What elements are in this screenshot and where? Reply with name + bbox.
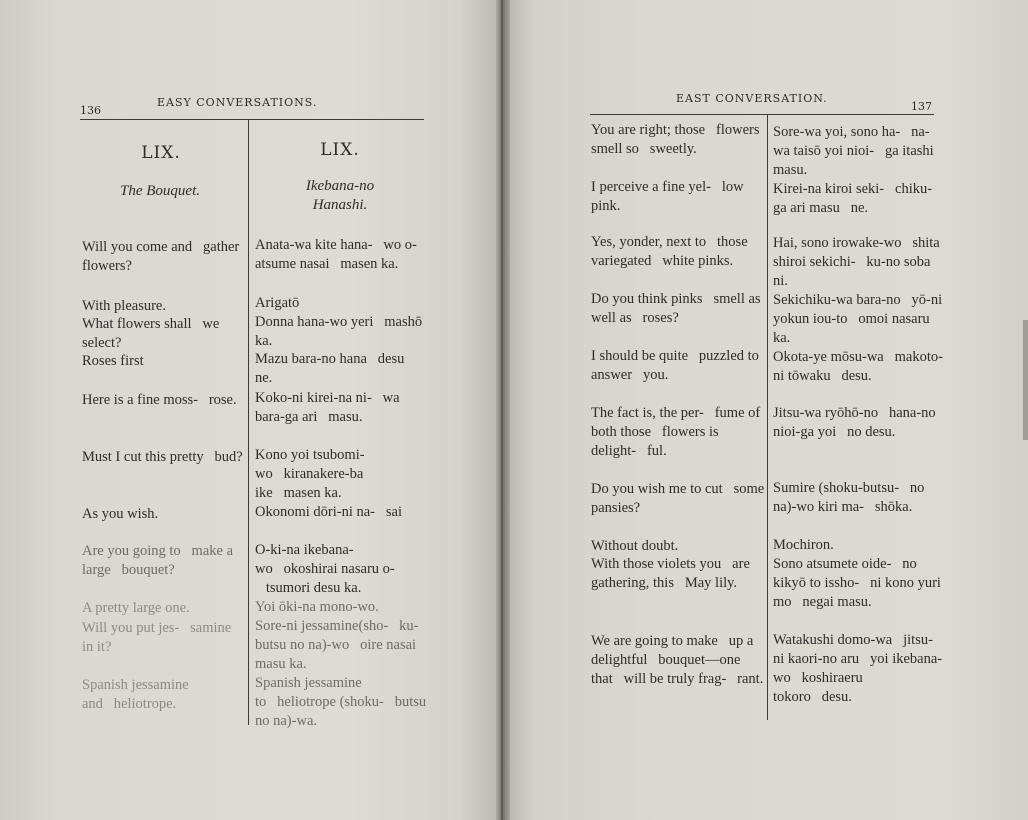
lesson-title-jp-line1: Ikebana-no [305,178,375,194]
phrase-en: As you wish. [82,506,159,522]
right-page [503,0,1028,820]
phrase-en: With those violets you are gathering, this May lily. [591,556,750,591]
left-page [0,0,501,820]
phrase-jp: Jitsu-wa ryōhō-no hana-no nioi-ga yoi no desu. [773,405,936,440]
phrase-en: Roses first [82,353,144,369]
phrase-jp: Kono yoi tsubomi-wo kiranakere-ba ike masen ka. [255,447,365,501]
book-gutter [496,0,510,820]
phrase-jp: Sore-ni jessamine(sho- ku-butsu no na)-wo oire nasai masu ka. [255,618,419,672]
phrase-jp: Sono atsumete oide- no kikyō to issho- ni kono yuri mo negai masu. [773,556,941,610]
phrase-jp: Mazu bara-no hana desu ne. [255,351,405,386]
column-divider-left [248,119,249,725]
phrase-jp: Mochiron. [773,537,834,553]
phrase-en: Will you come and gather flowers? [82,239,240,274]
phrase-jp: Hai, sono irowake-wo shita shiroi sekichi- ku-no soba ni. [773,235,940,289]
page-number-right: 137 [911,100,932,113]
phrase-en: Will you put jes- samine in it? [82,620,232,655]
phrase-jp: Donna hana-wo yeri mashō ka. [255,314,423,349]
running-head-left: EASY CONVERSATIONS. [157,96,318,109]
phrase-en: Yes, yonder, next to those variegated white pinks. [591,234,748,269]
phrase-en: The fact is, the per- fume of both those flowers is delight- ful. [591,405,761,459]
column-divider-right [767,114,768,720]
page-edge-shadow [1023,320,1028,440]
phrase-en: Spanish jessamine and heliotrope. [82,677,189,712]
phrase-en: I perceive a fine yel- low pink. [591,179,744,214]
phrase-jp: Watakushi domo-wa jitsu-ni kaori-no aru yoi ikebana-wo koshiraeru tokoro desu. [773,632,943,705]
phrase-jp: Koko-ni kirei-na ni- wa bara-ga ari masu. [255,390,400,425]
header-rule-left [80,119,424,120]
phrase-en: We are going to make up a delightful bouquet—one that will be truly frag- rant. [591,633,764,687]
lesson-heading-en: LIX. [141,143,181,163]
phrase-en: Are you going to make a large bouquet? [82,543,234,578]
phrase-en: What flowers shall we select? [82,316,220,351]
lesson-title-jp-line2: Hanashi. [312,197,368,213]
phrase-jp: Sore-wa yoi, sono ha- na-wa taisō yoi nioi- ga itashi masu. [773,124,934,178]
running-head-right: EAST CONVERSATION. [676,92,828,105]
phrase-jp: Kirei-na kiroi seki- chiku-ga ari masu ne. [773,181,933,216]
phrase-jp: Arigatō [255,295,300,311]
phrase-jp: Sekichiku-wa bara-no yō-ni yokun iou-to omoi nasaru ka. [773,292,943,346]
phrase-en: Without doubt. [591,538,679,554]
phrase-jp: Sumire (shoku-butsu- no na)-wo kiri ma- shōka. [773,480,925,515]
phrase-en: A pretty large one. [82,600,190,616]
phrase-en: I should be quite puzzled to answer you. [591,348,759,383]
phrase-jp: O-ki-na ikebana-wo okoshirai nasaru o- tsumori desu ka. [255,542,395,596]
header-rule-right [590,114,934,115]
phrase-jp: Okonomi dōri-ni na- sai [255,504,402,520]
phrase-en: Here is a fine moss- rose. [82,392,237,408]
phrase-jp: Spanish jessamine to heliotrope (shoku- butsu no na)-wa. [255,675,427,729]
phrase-en: With pleasure. [82,298,166,314]
phrase-jp: Okota-ye mōsu-wa makoto-ni tōwaku desu. [773,349,943,384]
phrase-en: Must I cut this pretty bud? [82,449,243,465]
lesson-heading-jp: LIX. [320,140,360,160]
phrase-en: You are right; those flowers smell so sweetly. [591,122,760,157]
phrase-en: Do you wish me to cut some pansies? [591,481,765,516]
phrase-jp: Yoi ōki-na mono-wo. [255,599,379,615]
phrase-en: Do you think pinks smell as well as roses? [591,291,761,326]
page-number-left: 136 [80,104,101,117]
lesson-title-en: The Bouquet. [120,183,200,199]
phrase-jp: Anata-wa kite hana- wo o-atsume nasai masen ka. [255,237,417,272]
